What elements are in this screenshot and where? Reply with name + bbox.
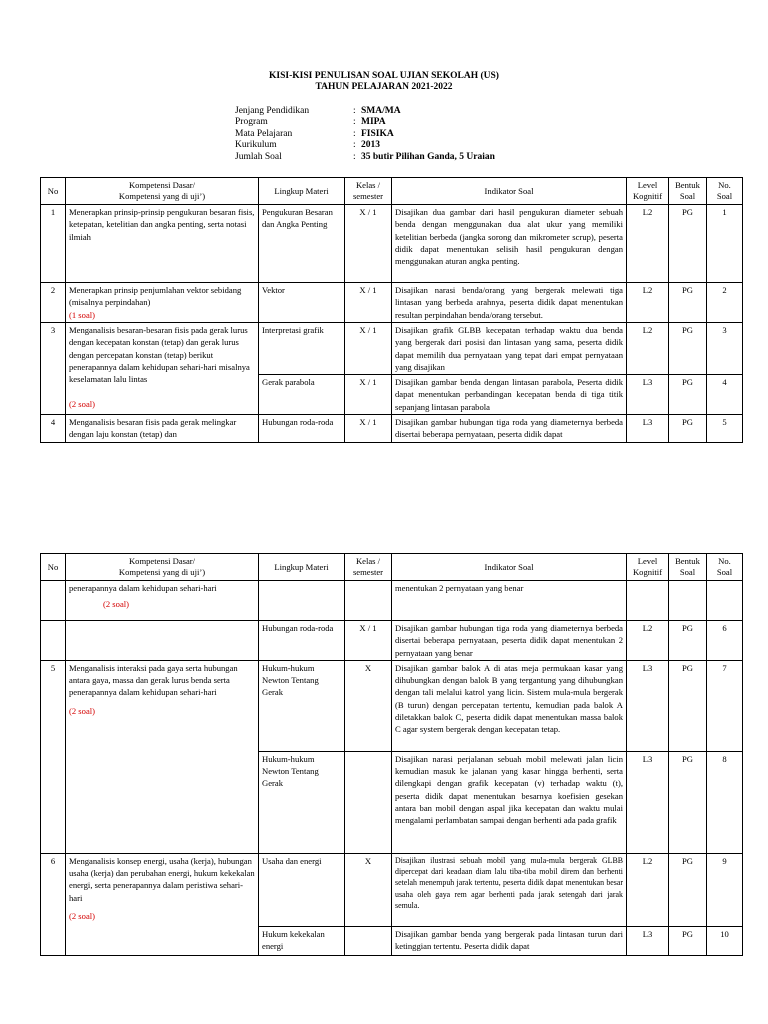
cell-kompetensi (66, 660, 259, 853)
header-kompetensi-line2: Kompetensi yang di uji’) (118, 191, 206, 201)
header-nosoal-line2: Soal (716, 191, 733, 201)
kompetensi-text: Menganalisis besaran-besaran fisis pada gerak lurus dengan kecepatan konstan (tetap) dan gerak lurus dengan percepatan konstan (tetap) berikut penerapannya dalam kehidupan sehari-hari misalnya keselamatan lalu lintas (69, 325, 250, 385)
header-kelas (345, 554, 392, 581)
cell-level: L3 (627, 751, 669, 853)
cell-level: L2 (627, 205, 669, 283)
meta-label: Mata Pelajaran (235, 128, 293, 139)
cell-no: 6 (41, 853, 66, 955)
cell-kelas: X / 1 (345, 621, 392, 661)
header-no: No (41, 554, 66, 581)
soal-count-note: (1 soal) (69, 309, 96, 320)
table-row (41, 205, 743, 283)
meta-colon: : (353, 117, 356, 128)
cell-indikator: menentukan 2 pernyataan yang benar (392, 581, 627, 621)
header-lingkup: Lingkup Materi (259, 554, 345, 581)
document-title: KISI-KISI PENULISAN SOAL UJIAN SEKOLAH (US) (269, 71, 499, 81)
soal-count-note: (2 soal) (103, 599, 130, 610)
meta-value: FISIKA (361, 128, 394, 139)
cell-indikator: Disajikan gambar benda dengan lintasan parabola, Peserta didik dapat menentukan perbandingan kecepatan benda di tiga titik sepanjang lintasan parabola (392, 375, 627, 415)
meta-label: Jenjang Pendidikan (235, 106, 310, 116)
cell-indikator: Disajikan gambar balok A di atas meja permukaan kasar yang dihubungkan dengan balok B yang tergantung yang dihubungkan dengan tali melalui katrol yang licin. Sistem mula-mula bergerak (B turun) dengan percepatan tertentu, kemudian pada balok A diletakkan balok C, peserta didik dapat menentukan massa balok C agar system bergerak dengan kecepatan tetap. (392, 660, 627, 751)
header-indikator: Indikator Soal (392, 554, 627, 581)
header-indikator: Indikator Soal (392, 178, 627, 205)
cell-kompetensi: Menerapkan prinsip-prinsip pengukuran besaran fisis, ketepatan, ketelitian dan angka penting, serta notasi ilmiah (66, 205, 259, 283)
table-row (41, 853, 743, 926)
header-bentuk-line1: Bentuk (675, 556, 700, 566)
cell-indikator: Disajikan gambar hubungan tiga roda yang diameternya berbeda disertai beberapa pernyataan, peserta didik dapat menentukan 2 pernyataan yang benar (392, 621, 627, 661)
cell-indikator: Disajikan gambar benda yang bergerak pada lintasan turun dari ketinggian tertentu. Peserta didik dapat (392, 926, 627, 955)
cell-lingkup: Hubungan roda-roda (259, 621, 345, 661)
cell-kelas: X (345, 660, 392, 751)
meta-value: SMA/MA (361, 106, 401, 116)
cell-level: L2 (627, 853, 669, 926)
header-kelas-line1: Kelas / (355, 556, 381, 566)
cell-kelas: X / 1 (345, 375, 392, 415)
cell-no: 2 (41, 283, 66, 323)
kisi-kisi-table-page2 (40, 553, 743, 956)
soal-count-note: (2 soal) (69, 705, 96, 716)
cell-indikator: Disajikan dua gambar dari hasil pengukuran diameter sebuah benda dengan menggunakan dua alat ukur yang memiliki ketelitian berbeda (jangka sorong dan mikrometer scrup), peserta didik dapat menentukan selisih hasil pengukuran dengan menggunakan aturan angka penting. (392, 205, 627, 283)
kompetensi-text: Menganalisis konsep energi, usaha (kerja), hubungan usaha (kerja) dan perubahan energi, hukum kekekalan energi, serta penerapannya dalam peristiwa sehari-hari (69, 855, 255, 903)
cell-level (627, 581, 669, 621)
kompetensi-text: penerapannya dalam kehidupan sehari-hari (69, 583, 217, 593)
cell-nosoal: 1 (707, 205, 743, 283)
header-level-line2: Kognitif (632, 567, 663, 577)
cell-bentuk: PG (669, 660, 707, 751)
header-bentuk-line2: Soal (679, 567, 696, 577)
cell-nosoal: 3 (707, 323, 743, 375)
header-kompetensi-line1: Kompetensi Dasar/ (128, 180, 196, 190)
header-level (627, 554, 669, 581)
kompetensi-text: Menerapkan prinsip penjumlahan vektor sebidang (misalnya perpindahan) (69, 285, 242, 308)
cell-indikator: Disajikan grafik GLBB kecepatan terhadap waktu dua benda yang bergerak dari posisi dan lintasan yang sama, peserta didik dapat memilih dua pernyataan yang tepat dari empat pernyataan yang disajikan (392, 323, 627, 375)
cell-lingkup: Vektor (259, 283, 345, 323)
cell-indikator: Disajikan ilustrasi sebuah mobil yang mula-mula bergerak GLBB dipercepat dari keadaan diam lalu tiba-tiba mobil direm dan berhenti setelah menempuh jarak tertentu, peserta didik dapat menentukan besar usaha oleh gaya rem agar berhenti pada jarak setengah dari jarak semula. (392, 853, 627, 926)
header-nosoal (707, 178, 743, 205)
cell-no: 4 (41, 415, 66, 443)
cell-level: L3 (627, 415, 669, 443)
cell-bentuk (669, 581, 707, 621)
cell-indikator: Disajikan narasi benda/orang yang bergerak melewati tiga lintasan yang berbeda arahnya, peserta didik dapat menentukan resultan perpindahan benda/orang tersebut. (392, 283, 627, 323)
cell-level: L2 (627, 621, 669, 661)
cell-level: L3 (627, 926, 669, 955)
meta-value: 2013 (361, 140, 380, 151)
header-kompetensi-line2: Kompetensi yang di uji’) (118, 567, 206, 577)
cell-kelas: X / 1 (345, 415, 392, 443)
document-subtitle: TAHUN PELAJARAN 2021-2022 (315, 82, 453, 92)
header-level-line1: Level (637, 180, 658, 190)
cell-indikator: Disajikan narasi perjalanan sebuah mobil melewati jalan licin kemudian masuk ke jalanan yang kasar hingga berhenti, serta dilengkapi dengan grafik kecepatan (v) terhadap waktu (t), peserta didik dapat menentukan besarnya koefisien gesekan antara ban mobil dengan aspal jika kecepatan dan waktu mulai mengalami perlambatan sampai dengan berhenti ada pada grafik (392, 751, 627, 853)
header-nosoal-line1: No. (718, 556, 731, 566)
cell-kompetensi (66, 853, 259, 955)
cell-kelas (345, 926, 392, 955)
table-row (41, 283, 743, 323)
cell-bentuk: PG (669, 926, 707, 955)
cell-level: L3 (627, 660, 669, 751)
table-row (41, 621, 743, 661)
cell-bentuk: PG (669, 323, 707, 375)
cell-nosoal: 10 (707, 926, 743, 955)
cell-kelas: X / 1 (345, 323, 392, 375)
cell-level: L2 (627, 283, 669, 323)
cell-no (41, 621, 66, 661)
cell-no: 1 (41, 205, 66, 283)
cell-bentuk: PG (669, 283, 707, 323)
cell-bentuk: PG (669, 853, 707, 926)
cell-no: 5 (41, 660, 66, 853)
cell-lingkup: Hukum-hukum Newton Tentang Gerak (259, 751, 345, 853)
header-level (627, 178, 669, 205)
table-row (41, 581, 743, 621)
cell-kompetensi: Menganalisis besaran fisis pada gerak melingkar dengan laju konstan (tetap) dan (66, 415, 259, 443)
cell-lingkup: Hukum-hukum Newton Tentang Gerak (259, 660, 345, 751)
cell-bentuk: PG (669, 375, 707, 415)
cell-bentuk: PG (669, 415, 707, 443)
cell-no (41, 581, 66, 621)
cell-nosoal: 4 (707, 375, 743, 415)
header-level-line2: Kognitif (632, 191, 663, 201)
meta-colon: : (353, 140, 356, 151)
cell-nosoal (707, 581, 743, 621)
table-header-row (41, 554, 743, 581)
cell-indikator: Disajikan gambar hubungan tiga roda yang diameternya berbeda disertai beberapa pernyataan, peserta didik dapat (392, 415, 627, 443)
table-row (41, 323, 743, 375)
cell-bentuk: PG (669, 621, 707, 661)
cell-level: L3 (627, 375, 669, 415)
meta-value: 35 butir Pilihan Ganda, 5 Uraian (361, 151, 495, 162)
cell-nosoal: 8 (707, 751, 743, 853)
header-kompetensi (66, 554, 259, 581)
meta-colon: : (353, 106, 356, 116)
cell-kelas: X / 1 (345, 283, 392, 323)
cell-nosoal: 9 (707, 853, 743, 926)
cell-nosoal: 7 (707, 660, 743, 751)
cell-level: L2 (627, 323, 669, 375)
cell-kompetensi (66, 621, 259, 661)
header-kelas-line2: semester (352, 567, 384, 577)
header-kompetensi (66, 178, 259, 205)
cell-bentuk: PG (669, 751, 707, 853)
cell-nosoal: 6 (707, 621, 743, 661)
cell-lingkup: Interpretasi grafik (259, 323, 345, 375)
header-lingkup: Lingkup Materi (259, 178, 345, 205)
meta-colon: : (353, 128, 356, 139)
header-nosoal (707, 554, 743, 581)
cell-kompetensi (66, 581, 259, 621)
header-bentuk (669, 178, 707, 205)
cell-kelas (345, 581, 392, 621)
header-nosoal-line1: No. (718, 180, 731, 190)
cell-lingkup: Pengukuran Besaran dan Angka Penting (259, 205, 345, 283)
cell-kelas: X / 1 (345, 205, 392, 283)
meta-value: MIPA (361, 117, 386, 128)
meta-label: Kurikulum (235, 140, 277, 151)
header-kompetensi-line1: Kompetensi Dasar/ (128, 556, 196, 566)
table-row (41, 660, 743, 751)
cell-nosoal: 2 (707, 283, 743, 323)
cell-lingkup: Usaha dan energi (259, 853, 345, 926)
meta-label: Jumlah Soal (235, 151, 282, 162)
meta-label: Program (235, 117, 268, 128)
header-nosoal-line2: Soal (716, 567, 733, 577)
header-bentuk-line2: Soal (679, 191, 696, 201)
cell-kelas (345, 751, 392, 853)
cell-kompetensi (66, 283, 259, 323)
cell-lingkup (259, 581, 345, 621)
cell-lingkup: Hukum kekekalan energi (259, 926, 345, 955)
cell-kompetensi (66, 323, 259, 415)
header-level-line1: Level (637, 556, 658, 566)
header-kelas (345, 178, 392, 205)
cell-bentuk: PG (669, 205, 707, 283)
table-row (41, 415, 743, 443)
soal-count-note: (2 soal) (69, 399, 96, 410)
cell-kelas: X (345, 853, 392, 926)
cell-lingkup: Gerak parabola (259, 375, 345, 415)
kompetensi-text: Menganalisis interaksi pada gaya serta hubungan antara gaya, massa dan gerak lurus benda serta penerapannya dalam kehidupan sehari-hari (69, 662, 238, 698)
cell-nosoal: 5 (707, 415, 743, 443)
header-bentuk-line1: Bentuk (675, 180, 700, 190)
header-no: No (41, 178, 66, 205)
cell-no: 3 (41, 323, 66, 415)
header-kelas-line2: semester (352, 191, 384, 201)
header-kelas-line1: Kelas / (355, 180, 381, 190)
soal-count-note: (2 soal) (69, 911, 96, 922)
meta-colon: : (353, 151, 356, 162)
cell-lingkup: Hubungan roda-roda (259, 415, 345, 443)
table-header-row (41, 178, 743, 205)
header-bentuk (669, 554, 707, 581)
kisi-kisi-table-page1 (40, 177, 743, 443)
